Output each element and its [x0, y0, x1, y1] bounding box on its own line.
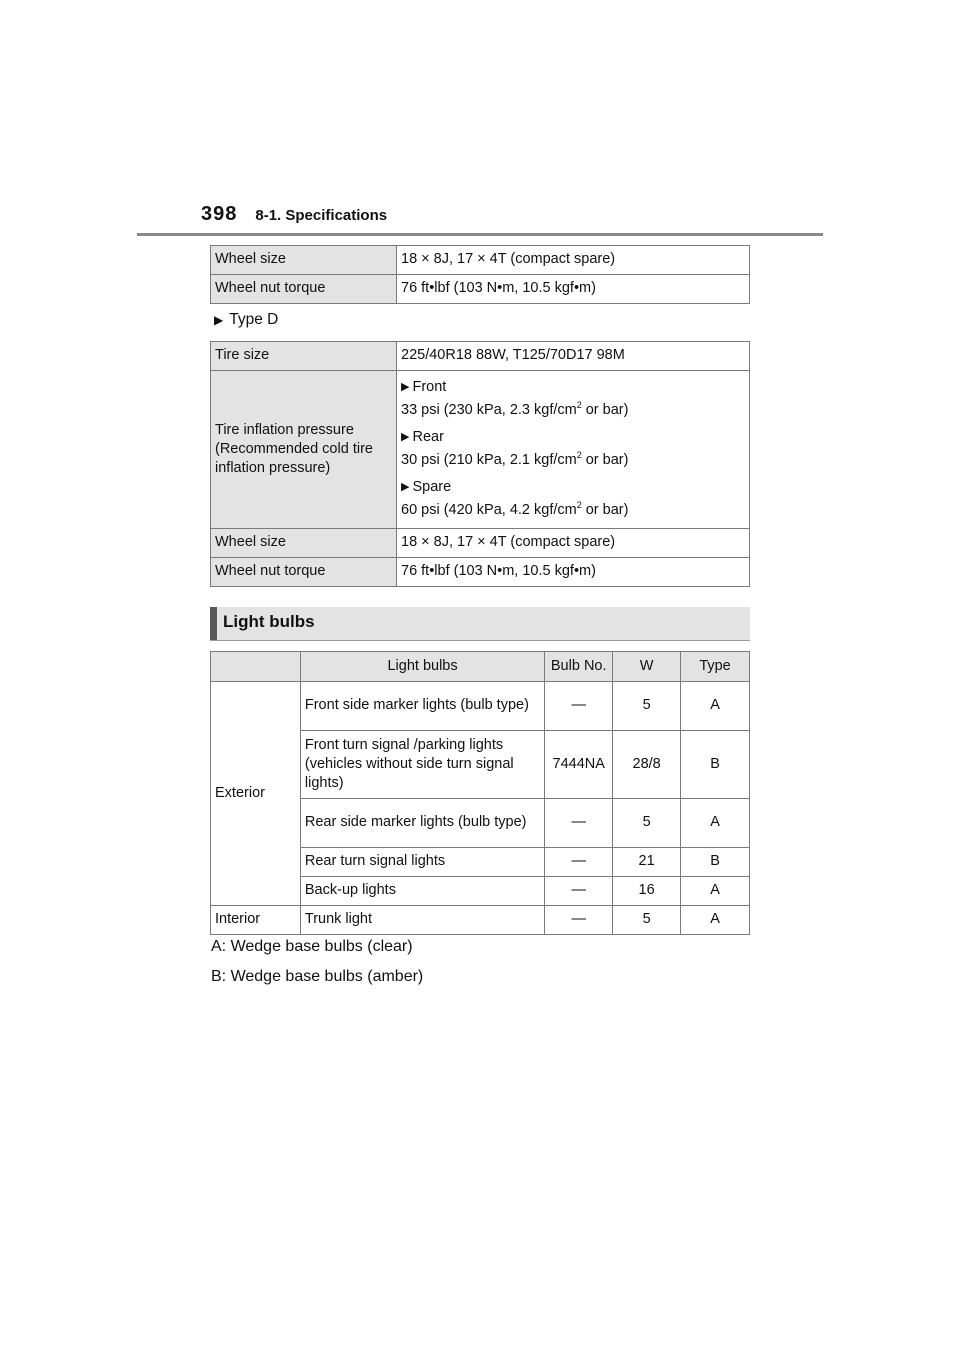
spare-pressure-text: 60 psi (420 kPa, 4.2 kgf/cm — [401, 501, 577, 518]
wheel-spec-table — [210, 245, 750, 304]
page-number: 398 — [201, 203, 238, 225]
spare-subheading — [401, 478, 745, 497]
inflation-label: Tire inflation pressure (Recommended cold tire inflation pressure) — [211, 371, 397, 529]
table-row — [211, 371, 750, 529]
table-row — [211, 529, 750, 558]
table-header-row — [211, 652, 750, 682]
triangle-bullet-icon: ▶ — [401, 480, 410, 493]
column-header: Light bulbs — [300, 652, 544, 682]
front-label: Front — [412, 378, 447, 395]
page-header — [201, 203, 387, 226]
spare-pressure — [401, 501, 745, 520]
triangle-bullet-icon: ▶ — [214, 313, 224, 327]
bulb-watts: 5 — [613, 682, 681, 731]
wheel-size-label: Wheel size — [211, 529, 397, 558]
bulb-type: A — [681, 906, 750, 935]
bulb-name: Front side marker lights (bulb type) — [300, 682, 544, 731]
triangle-bullet-icon: ▶ — [401, 430, 410, 443]
exterior-group-label: Exterior — [211, 682, 301, 906]
type-d-label: Type D — [229, 311, 279, 328]
bulb-type: B — [681, 848, 750, 877]
bulb-watts: 5 — [613, 906, 681, 935]
bulb-name: Rear side marker lights (bulb type) — [300, 799, 544, 848]
table-row — [211, 246, 750, 275]
row-label: Wheel size — [211, 246, 397, 275]
tire-size-label: Tire size — [211, 342, 397, 371]
bulb-watts: 5 — [613, 799, 681, 848]
note-b: B: Wedge base bulbs (amber) — [211, 968, 424, 985]
bulb-watts: 21 — [613, 848, 681, 877]
bulb-name: Rear turn signal lights — [300, 848, 544, 877]
spare-label: Spare — [412, 478, 452, 495]
type-d-spec-table — [210, 341, 750, 587]
note-a: A: Wedge base bulbs (clear) — [211, 938, 413, 955]
column-header: Type — [681, 652, 750, 682]
rear-subheading — [401, 428, 745, 447]
bulb-name: Back-up lights — [300, 877, 544, 906]
table-row — [211, 906, 750, 935]
light-bulbs-table — [210, 651, 750, 935]
heading-accent-bar — [210, 607, 217, 640]
pressure-suffix: or bar) — [581, 401, 629, 418]
bulb-name: Trunk light — [300, 906, 544, 935]
light-bulbs-title: Light bulbs — [223, 612, 315, 631]
type-d-heading — [214, 311, 278, 329]
wheel-nut-torque-value: 76 ft•lbf (103 N•m, 10.5 kgf•m) — [397, 558, 750, 587]
bulb-type: A — [681, 877, 750, 906]
rear-label: Rear — [412, 428, 444, 445]
bulb-type: B — [681, 731, 750, 799]
bulb-watts: 28/8 — [613, 731, 681, 799]
rear-pressure — [401, 451, 745, 470]
bulb-number: — — [545, 848, 613, 877]
table-row — [211, 275, 750, 304]
table-row — [211, 682, 750, 731]
light-bulbs-section-heading — [210, 607, 750, 641]
pressure-suffix: or bar) — [581, 501, 629, 518]
bulb-name: Front turn signal /parking lights (vehicles without side turn signal lights) — [300, 731, 544, 799]
bulb-type: A — [681, 682, 750, 731]
front-pressure — [401, 401, 745, 420]
bulb-number: — — [545, 906, 613, 935]
inflation-values — [397, 371, 750, 529]
row-value: 18 × 8J, 17 × 4T (compact spare) — [397, 246, 750, 275]
wheel-nut-torque-label: Wheel nut torque — [211, 558, 397, 587]
row-value: 76 ft•lbf (103 N•m, 10.5 kgf•m) — [397, 275, 750, 304]
bulb-type: A — [681, 799, 750, 848]
superscript: 2 — [576, 449, 582, 460]
bulb-number: — — [545, 682, 613, 731]
tire-size-value: 225/40R18 88W, T125/70D17 98M — [397, 342, 750, 371]
superscript: 2 — [576, 499, 582, 510]
bulb-watts: 16 — [613, 877, 681, 906]
triangle-bullet-icon: ▶ — [401, 380, 410, 393]
wheel-size-value: 18 × 8J, 17 × 4T (compact spare) — [397, 529, 750, 558]
bulb-number: — — [545, 799, 613, 848]
header-divider — [137, 233, 823, 236]
column-header: W — [613, 652, 681, 682]
row-label: Wheel nut torque — [211, 275, 397, 304]
front-pressure-text: 33 psi (230 kPa, 2.3 kgf/cm — [401, 401, 577, 418]
superscript: 2 — [576, 399, 582, 410]
interior-group-label: Interior — [211, 906, 301, 935]
rear-pressure-text: 30 psi (210 kPa, 2.1 kgf/cm — [401, 451, 577, 468]
table-row — [211, 342, 750, 371]
bulb-number: — — [545, 877, 613, 906]
front-subheading — [401, 378, 745, 397]
column-header — [211, 652, 301, 682]
pressure-suffix: or bar) — [581, 451, 629, 468]
section-title: 8-1. Specifications — [255, 207, 388, 224]
table-row — [211, 558, 750, 587]
column-header: Bulb No. — [545, 652, 613, 682]
bulb-number: 7444NA — [545, 731, 613, 799]
